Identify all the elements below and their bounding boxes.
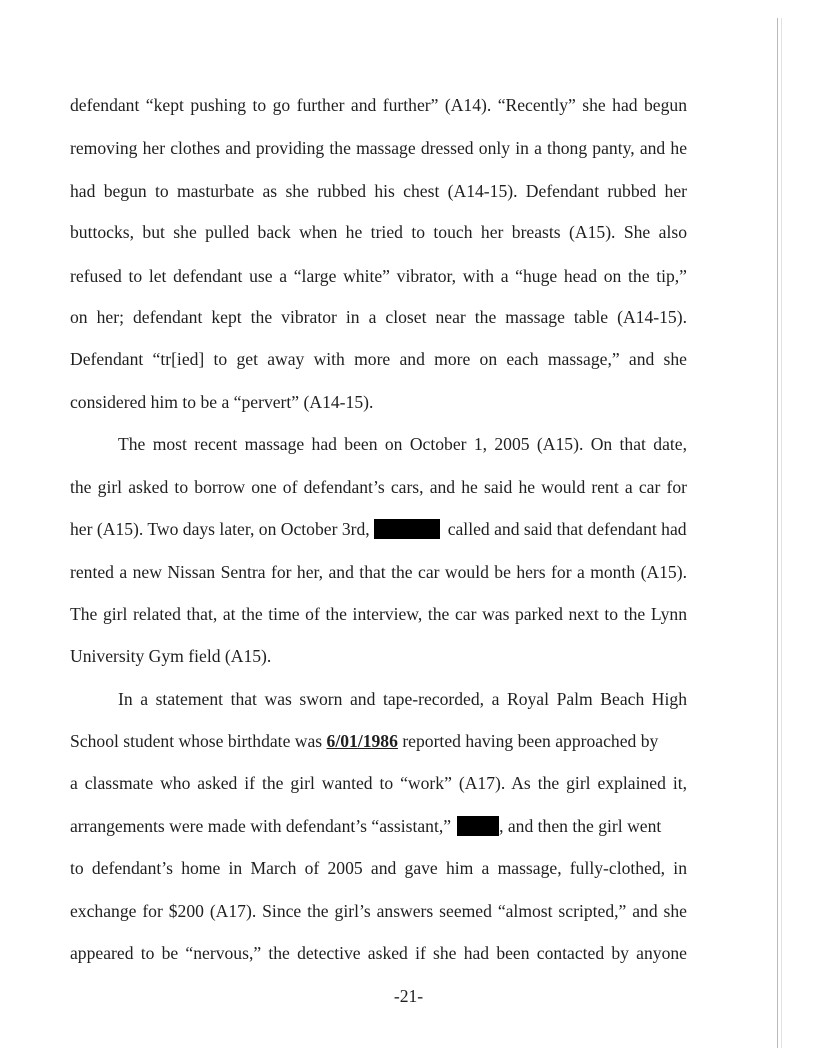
text-line: appeared to be “nervous,” the detective asked if she had been contacted by anyone	[70, 943, 687, 963]
text-line: a classmate who asked if the girl wanted to “work” (A17). As the girl explained it,	[70, 773, 687, 793]
birthdate-value: 6/01/1986	[326, 731, 398, 751]
text-line: refused to let defendant use a “large white” vibrator, with a “huge head on the tip,”	[70, 266, 687, 286]
text-segment: her (A15). Two days later, on October 3rd,	[70, 519, 370, 539]
text-line: considered him to be a “pervert” (A14-15).	[70, 392, 374, 412]
page-number: -21-	[393, 986, 424, 1006]
redaction-block	[457, 816, 499, 836]
text-line: had begun to masturbate as she rubbed his chest (A14-15). Defendant rubbed her	[70, 181, 687, 201]
redaction-block	[374, 519, 440, 539]
text-line: to defendant’s home in March of 2005 and gave him a massage, fully-clothed, in	[70, 858, 687, 878]
text-line: exchange for $200 (A17). Since the girl’s answers seemed “almost scripted,” and she	[70, 901, 687, 921]
text-segment: reported having been approached by	[402, 731, 659, 751]
text-line-with-date	[70, 730, 687, 752]
text-segment: called and said that defendant had	[447, 519, 687, 539]
text-segment: , and then the girl went	[499, 816, 662, 836]
text-line: rented a new Nissan Sentra for her, and that the car would be hers for a month (A15).	[70, 562, 687, 582]
text-line: buttocks, but she pulled back when he tried to touch her breasts (A15). She also	[70, 222, 687, 242]
text-line-paragraph-start: The most recent massage had been on October 1, 2005 (A15). On that date,	[118, 434, 687, 454]
text-segment: arrangements were made with defendant’s “assistant,”	[70, 816, 452, 836]
text-line-with-redaction	[70, 815, 687, 837]
text-line: the girl asked to borrow one of defendant’s cars, and he said he would rent a car for	[70, 477, 687, 497]
text-line: on her; defendant kept the vibrator in a closet near the massage table (A14-15).	[70, 307, 687, 327]
text-line: removing her clothes and providing the massage dressed only in a thong panty, and he	[70, 138, 687, 158]
text-line: The girl related that, at the time of the interview, the car was parked next to the Lynn	[70, 604, 687, 624]
text-line: University Gym field (A15).	[70, 646, 272, 666]
page-edge-line	[777, 18, 778, 1048]
text-line-paragraph-start: In a statement that was sworn and tape-recorded, a Royal Palm Beach High	[118, 689, 687, 709]
text-line: defendant “kept pushing to go further and further” (A14). “Recently” she had begun	[70, 95, 687, 115]
text-line: Defendant “tr[ied] to get away with more and more on each massage,” and she	[70, 349, 687, 369]
page-edge-line-secondary	[781, 18, 782, 1048]
text-segment: School student whose birthdate was	[70, 731, 323, 751]
text-line-with-redaction	[70, 518, 687, 540]
